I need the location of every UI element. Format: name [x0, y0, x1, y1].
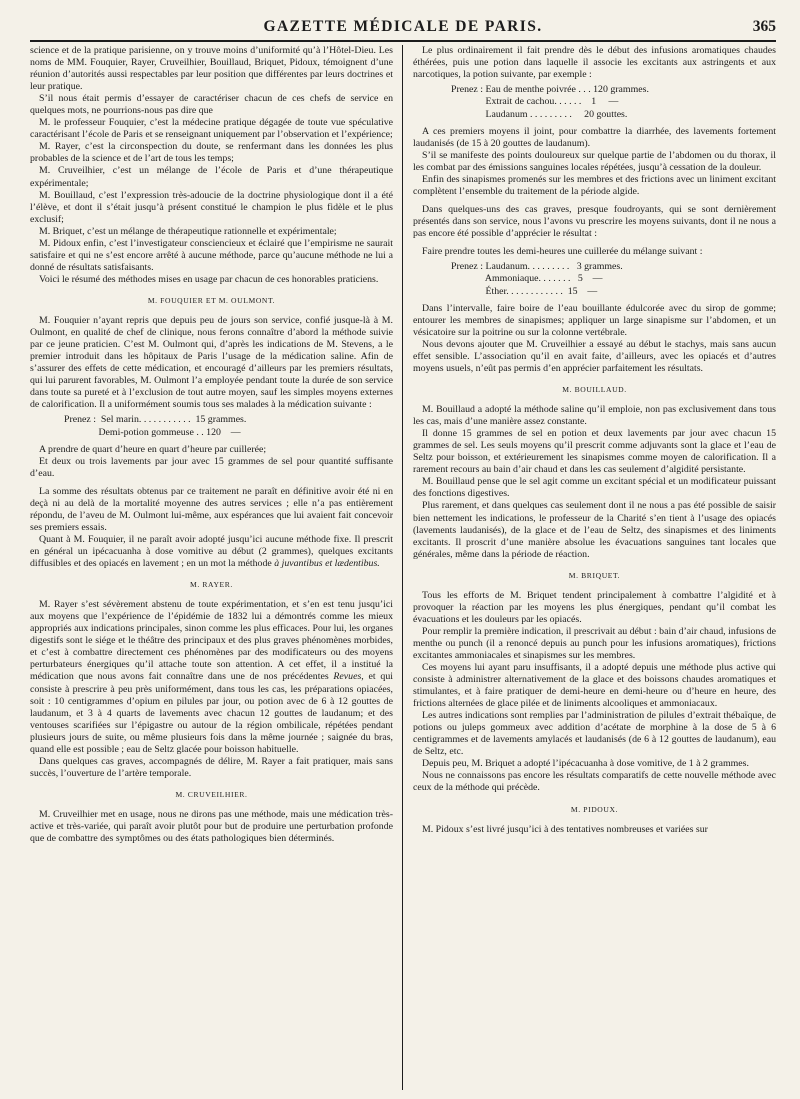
paragraph: Nous ne connaissons pas encore les résultats comparatifs de cette nouvelle méthode avec ceux de la méthode qui précède.: [413, 770, 776, 794]
section-heading-rayer: M. RAYER.: [190, 580, 233, 590]
right-column: [403, 45, 776, 1090]
journal-title: GAZETTE MÉDICALE DE PARIS.: [263, 18, 543, 35]
paragraph: Dans quelques cas graves, accompagnés de délire, M. Rayer a fait pratiquer, mais sans succès, l’ouverture de l’artère temporale.: [30, 755, 393, 779]
paragraph: [30, 599, 393, 756]
paragraph: M. le professeur Fouquier, c’est la médecine pratique dégagée de toute vue spéculative caractérisant l’école de Paris et se renseignant uniquement par l’observation et l’expérience;: [30, 117, 393, 141]
paragraph: Et deux ou trois lavements par jour avec 15 grammes de sel pour quantité suffisante d’eau.: [30, 455, 393, 479]
paragraph: Ces moyens lui ayant paru insuffisants, il a adopté depuis une méthode plus active qui consiste à administrer alternativement de la glace et des boissons chaudes aromatiques et stimulantes, et à faire pratiquer de demi-heure en demi-heure ou d’heure en heure, des frictions alternées de glace pilée et de liniments alcooliques et ammoniacaux.: [413, 662, 776, 710]
paragraph: M. Fouquier n’ayant repris que depuis peu de jours son service, confié jusque-là à M. Oulmont, en qualité de chef de clinique, nous ferons connaître d’abord la méthode suivie par ce jeune praticien. C’est M. Oulmont qui, d’après les indications de M. Stevens, a le premier introduit dans les hôpitaux de Paris l’usage de la médication saline. Afin de s’assurer des effets de cette médication, et encouragé d’ailleurs par les premiers résultats, qui lui parurent favorables, M. Oulmont l’a employée pendant toute la durée de son service dans toute sa pureté et à l’exclusion de tout autre moyen, sauf les simples moyens externes de calorification. Il a uniformément soumis tous ses malades à la médication suivante :: [30, 314, 393, 411]
paragraph: Dans quelques-uns des cas graves, presque foudroyants, qui se sont dernièrement présentés dans son service, nous l’avons vu prescrire les moyens suivants, dont il ne nous a pas encore été possible d’apprécier le résultat :: [413, 204, 776, 240]
paragraph: M. Pidoux s’est livré jusqu’ici à des tentatives nombreuses et variées sur: [422, 823, 708, 835]
paragraph: A prendre de quart d’heure en quart d’heure par cuillerée;: [39, 443, 267, 455]
paragraph: Faire prendre toutes les demi-heures une cuillerée du mélange suivant :: [422, 246, 703, 258]
section-heading-briquet: M. BRIQUET.: [568, 570, 621, 580]
paragraph: M. Bouillaud, c’est l’expression très-adoucie de la doctrine physiologique dont il a été l’élève, et dont il s’était jusqu’à présent constitué le champion le plus fidèle et le plus exclusif;: [30, 189, 393, 225]
section-heading-cruveilhier: M. CRUVEILHIER.: [175, 789, 248, 799]
latin-phrase: à juvantibus et lædentibus.: [274, 558, 380, 570]
paragraph: M. Rayer, c’est la circonspection du doute, se renfermant dans les données les plus probables de la science et de l’art de tous les temps;: [30, 141, 393, 165]
page-header: [30, 14, 776, 42]
paragraph: M. Cruveilhier, c’est un mélange de l’école de Paris et d’une thérapeutique expérimentale;: [30, 165, 393, 189]
paragraph: Pour remplir la première indication, il prescrivait au début : bain d’air chaud, infusions de menthe ou punch (il a renoncé depuis au punch pour les infusions aromatiques), frictions excitantes ammoniacales et sinapismes sur les membres.: [413, 625, 776, 661]
section-heading-bouillaud: M. BOUILLAUD.: [562, 385, 627, 395]
paragraph: Les autres indications sont remplies par l’administration de pilules d’extrait thébaïque, de potions ou juleps gommeux avec addition d’acétate de morphine à la dose de 5 à 6 centigrammes et de lavements amylacés et laudanisés (de 6 à 12 gouttes de laudanum), eau de Seltz, etc.: [413, 710, 776, 758]
prescription-formula: [451, 84, 776, 121]
section-heading-pidoux: M. PIDOUX.: [570, 804, 619, 814]
paragraph: S’il se manifeste des points douloureux sur quelque partie de l’abdomen ou du thorax, il les combat par des émissions sanguines locales répétées, jusqu’à cessation de la douleur.: [413, 149, 776, 173]
paragraph-text: , et qui consiste à prescrire à peu près uniformément, dans tous les cas, les préparations opiacées, soit : 10 centigrammes d’opium en pilules par jour, ou potion avec de 6 à 12 gouttes de laudanum, et 3 à 4 quarts de lavements avec chacun 12 gouttes de laudanum; et des ventouses scarifiées sur l’épigastre ou autour de la région ombilicale, répétées pendant plusieurs jours de suite, ou même plusieurs fois dans la même journée ; saignée du bras, quand elle est possible ; eau de Seltz glacée pour boisson habituelle.: [30, 671, 393, 755]
formula-line: Demi-potion gommeuse . . 120 —: [64, 426, 241, 438]
formula-line: Extrait de cachou. . . . . . 1 —: [451, 96, 619, 108]
paragraph: Tous les efforts de M. Briquet tendent principalement à combattre l’algidité et à provoquer la réaction par les moyens les plus énergiques, pendant qu’il combat les évacuations et les douleurs par les opiacés.: [413, 589, 776, 625]
paragraph: S’il nous était permis d’essayer de caractériser chacun de ces chefs de service en quelques mots, ne pourrions-nous pas dire que: [30, 93, 393, 117]
formula-line: Prenez : Laudanum. . . . . . . . . 3 grammes.: [451, 261, 623, 273]
section-heading-fouquier-oulmont: M. FOUQUIER ET M. OULMONT.: [147, 295, 276, 305]
paragraph: M. Cruveilhier met en usage, nous ne dirons pas une méthode, mais une médication très-active et très-variée, qui paraît avoir plutôt pour but de produire une perturbation profonde que de combattre des symptômes ou des états pathologiques bien déterminés.: [30, 808, 393, 844]
formula-line: Éther. . . . . . . . . . . . 15 —: [451, 285, 598, 297]
formula-line: Prenez : Eau de menthe poivrée . . . 120 grammes.: [451, 84, 649, 96]
paragraph-text: M. Rayer s’est sévèrement abstenu de toute expérimentation, et s’en est tenu jusqu’ici aux moyens que l’expérience de l’épidémie de 1832 lui a démontrés comme les mieux appropriés aux indications principales, sinon comme les plus efficaces. Pour lui, les organes digestifs sont le siége et le théâtre des principaux et des plus graves phénomènes morbides, et c’est à combattre directement ces phénomènes par des modificateurs ou des moyens perturbateurs énergiques qu’il attache toute son attention. A cet effet, il a institué la médication que nous avons fait connaître dans une de nos précédentes: [30, 599, 393, 683]
paragraph: Nous devons ajouter que M. Cruveilhier a essayé au début le stachys, mais sans aucun effet sensible. L’association qu’il en avait faite, d’ailleurs, avec les opiacés et d’autres moyens usuels, n’eût pas permis d’en apprécier parfaitement les résultats.: [413, 338, 776, 375]
paragraph: A ces premiers moyens il joint, pour combattre la diarrhée, des lavements fortement laudanisés (de 15 à 20 gouttes de laudanum).: [413, 125, 776, 149]
text-columns: [30, 45, 776, 1090]
formula-line: Prenez : Sel marin. . . . . . . . . . . 15 grammes.: [64, 414, 247, 426]
paragraph: M. Bouillaud pense que le sel agit comme un excitant spécial et un modificateur puissant des fonctions digestives.: [413, 476, 776, 500]
prescription-formula: [451, 261, 776, 298]
paragraph: Il donne 15 grammes de sel en potion et deux lavements par jour avec chacun 15 grammes de sel. Les seuls moyens qu’il prescrit comme adjuvants sont la glace et l’eau de Seltz pour boisson, et extérieurement les sinapismes comme moyen de calorification. Il a rarement recours au bain d’air chaud et dans les cas seulement d’algidité persistante.: [413, 428, 776, 476]
paragraph: science et de la pratique parisienne, on y trouve moins d’uniformité qu’à l’Hôtel-Dieu. Les noms de MM. Fouquier, Rayer, Cruveilhier, Bouillaud, Briquet, Pidoux, témoignent d’une réunion d’autorités aussi respectables par leur position que différentes par leurs doctrines et leur pratique.: [30, 45, 393, 93]
paragraph: Plus rarement, et dans quelques cas seulement dont il ne nous a pas été possible de saisir bien nettement les indications, le professeur de la Charité s’en tient à l’usage des opiacés (lavements laudanisés), de la glace et de l’eau de Seltz, des sinapismes et des liniments excitants. Il proscrit d’une manière absolue les évacuations sanguines tant locales que générales, même dans la période de réaction.: [413, 500, 776, 560]
paragraph: Le plus ordinairement il fait prendre dès le début des infusions aromatiques chaudes éthérées, puis une potion dans laquelle il associe les excitants aux astringents et aux narcotiques, la potion suivante, par exemple :: [413, 45, 776, 81]
page-number: 365: [752, 18, 776, 35]
italic-word: Revues: [333, 671, 362, 683]
paragraph: Depuis peu, M. Briquet a adopté l’ipécacuanha à dose vomitive, de 1 à 2 grammes.: [422, 758, 749, 770]
paragraph: Voici le résumé des méthodes mises en usage par chacun de ces honorables praticiens.: [39, 273, 379, 285]
paragraph: [30, 534, 393, 570]
formula-line: Laudanum . . . . . . . . . 20 gouttes.: [451, 108, 628, 120]
prescription-formula: [64, 414, 393, 438]
paragraph: M. Bouillaud a adopté la méthode saline qu’il emploie, non pas exclusivement dans tous les cas, mais d’une manière assez constante.: [413, 404, 776, 428]
paragraph: Enfin des sinapismes promenés sur les membres et des frictions avec un liniment excitant complètent l’ensemble du traitement de la période algide.: [413, 173, 776, 197]
paragraph: M. Briquet, c’est un mélange de thérapeutique rationnelle et expérimentale;: [39, 225, 337, 237]
left-column: [30, 45, 403, 1090]
paragraph-text: Quant à M. Fouquier, il ne paraît avoir adopté jusqu’ici aucune méthode fixe. Il prescrit en général un ipécacuanha à dose vomitive au début (2 grammes), quelques excitants diffusibles et des opiacés en lavement ; en un mot la méthode: [30, 534, 393, 570]
paragraph: La somme des résultats obtenus par ce traitement ne paraît en définitive avoir été ni en deçà ni au delà de la mortalité moyenne des autres services ; elle n’a pas entièrement répondu, de l’aveu de M. Oulmont lui-même, aux espérances que lui avaient fait concevoir ses premiers essais.: [30, 485, 393, 533]
formula-line: Ammoniaque. . . . . . . 5 —: [451, 273, 603, 285]
paragraph: Dans l’intervalle, faire boire de l’eau bouillante édulcorée avec du sirop de gomme; entourer les membres de sinapismes; appliquer un large sinapisme sur l’abdomen, et un vésicatoire sur la poitrine ou sur la colonne vertébrale.: [413, 302, 776, 338]
paragraph: M. Pidoux enfin, c’est l’investigateur consciencieux et éclairé que l’empirisme ne saurait satisfaire et qui ne s’est encore arrêté à aucune méthode, parce qu’aucune méthode ne lui a donné de résultats satisfaisants.: [30, 237, 393, 273]
